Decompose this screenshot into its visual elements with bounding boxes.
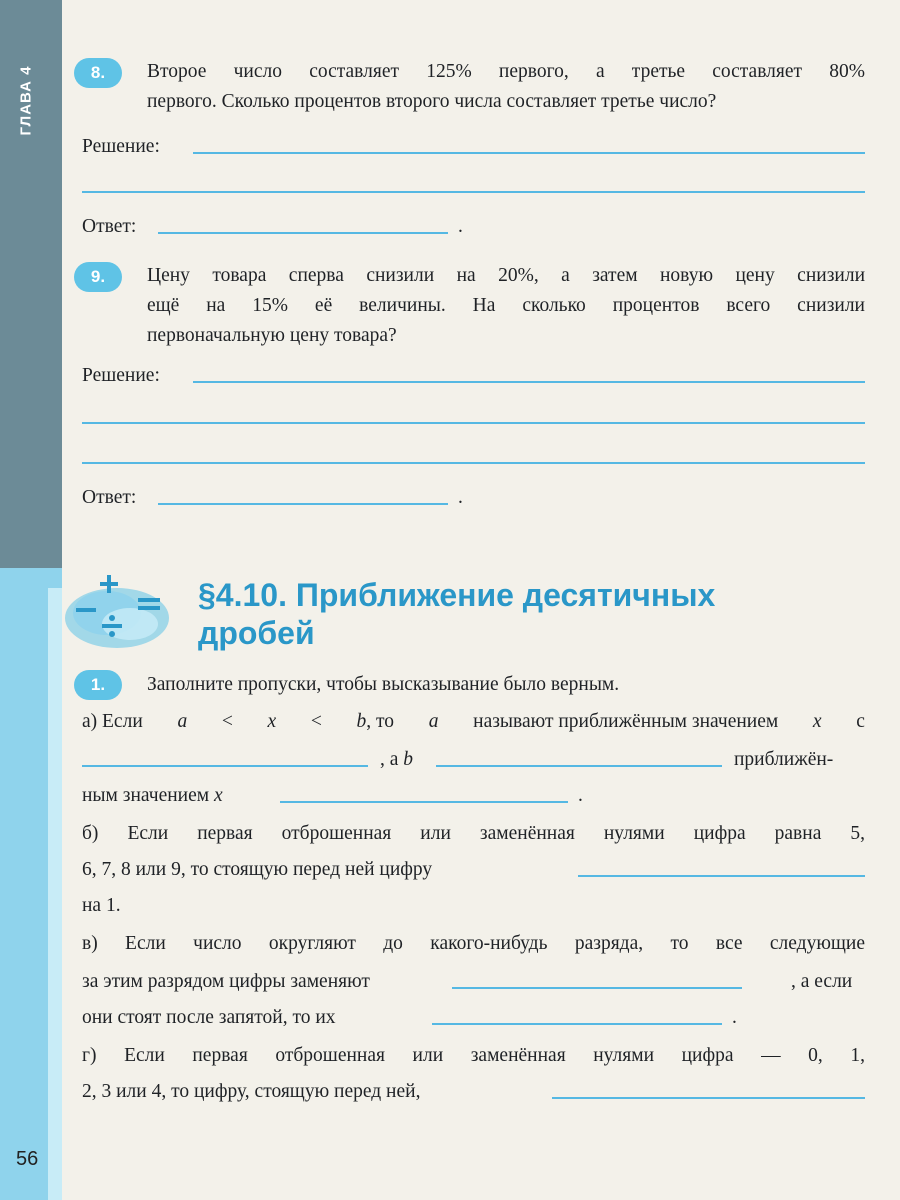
task-8-answer-label: Ответ: — [82, 216, 137, 237]
task-1a-blank-3[interactable] — [280, 801, 568, 803]
task-1v-line-2: за этим разрядом цифры заменяют — [82, 971, 370, 992]
task-9-solution-line-3[interactable] — [82, 462, 865, 464]
task-1v-line-3: они стоят после запятой, то их — [82, 1007, 336, 1028]
task-8-solution-line-1[interactable] — [193, 152, 865, 154]
task-1a-line-3: ным значением x — [82, 785, 223, 806]
section-title — [198, 576, 715, 652]
task-1a-line-2-mid: , а b — [380, 749, 414, 770]
task-9-answer-period: . — [458, 487, 463, 508]
task-8-answer-field[interactable] — [158, 232, 448, 234]
task-1g-line-2: 2, 3 или 4, то цифру, стоящую перед ней, — [82, 1081, 421, 1102]
task-1a-blank-2[interactable] — [436, 765, 722, 767]
task-1v-blank-1[interactable] — [452, 987, 742, 989]
task-8-solution-line-2[interactable] — [82, 191, 865, 193]
task-1a-line-1: а) Если a < x < b, то a называют приближённым значением x с — [82, 711, 865, 732]
task-9-text-line-1: Цену товара сперва снизили на 20%, а затем новую цену снизили — [147, 265, 865, 286]
task-9-number-badge: 9. — [74, 262, 122, 292]
task-9-text-line-3: первоначальную цену товара? — [147, 325, 397, 346]
section-title-line-2: дробей — [198, 615, 315, 651]
section-title-line-1: §4.10. Приближение десятичных — [198, 577, 716, 613]
task-9-solution-line-1[interactable] — [193, 381, 865, 383]
task-1-number-badge: 1. — [74, 670, 122, 700]
task-1g-blank[interactable] — [552, 1097, 865, 1099]
task-9-answer-field[interactable] — [158, 503, 448, 505]
task-1-intro: Заполните пропуски, чтобы высказывание было верным. — [147, 674, 620, 695]
task-8-answer-period: . — [458, 216, 463, 237]
task-1a-line-2-end: приближён- — [734, 749, 834, 770]
task-8-number-badge: 8. — [74, 58, 122, 88]
chapter-label: ГЛАВА 4 — [17, 65, 35, 135]
task-9-answer-label: Ответ: — [82, 487, 137, 508]
task-1b-line-2: 6, 7, 8 или 9, то стоящую перед ней цифру — [82, 859, 433, 880]
task-1b-line-3: на 1. — [82, 895, 121, 916]
task-1b-line-1: б) Если первая отброшенная или заменённая нулями цифра равна 5, — [82, 823, 865, 844]
task-1g-line-1: г) Если первая отброшенная или заменённая нулями цифра — 0, 1, — [82, 1045, 865, 1066]
task-1v-line-2-end: , а если — [791, 971, 853, 992]
task-1b-blank[interactable] — [578, 875, 865, 877]
task-1a-blank-1[interactable] — [82, 765, 368, 767]
page-number: 56 — [16, 1148, 39, 1170]
task-9-solution-line-2[interactable] — [82, 422, 865, 424]
task-9-text-line-2: ещё на 15% её величины. На сколько процентов всего снизили — [147, 295, 865, 316]
task-8-text-line-1: Второе число составляет 125% первого, а третье составляет 80% — [147, 61, 865, 82]
task-1v-blank-2[interactable] — [432, 1023, 722, 1025]
task-8-text-line-2: первого. Сколько процентов второго числа составляет третье число? — [147, 91, 717, 112]
task-1v-line-3-period: . — [732, 1007, 737, 1028]
sidebar-tab — [48, 588, 62, 1200]
task-9-solution-label: Решение: — [82, 365, 160, 386]
task-1v-line-1: в) Если число округляют до какого-нибудь разряда, то все следующие — [82, 933, 865, 954]
task-8-solution-label: Решение: — [82, 136, 160, 157]
task-1a-line-3-period: . — [578, 785, 583, 806]
math-signs-emblem-icon — [62, 568, 182, 658]
